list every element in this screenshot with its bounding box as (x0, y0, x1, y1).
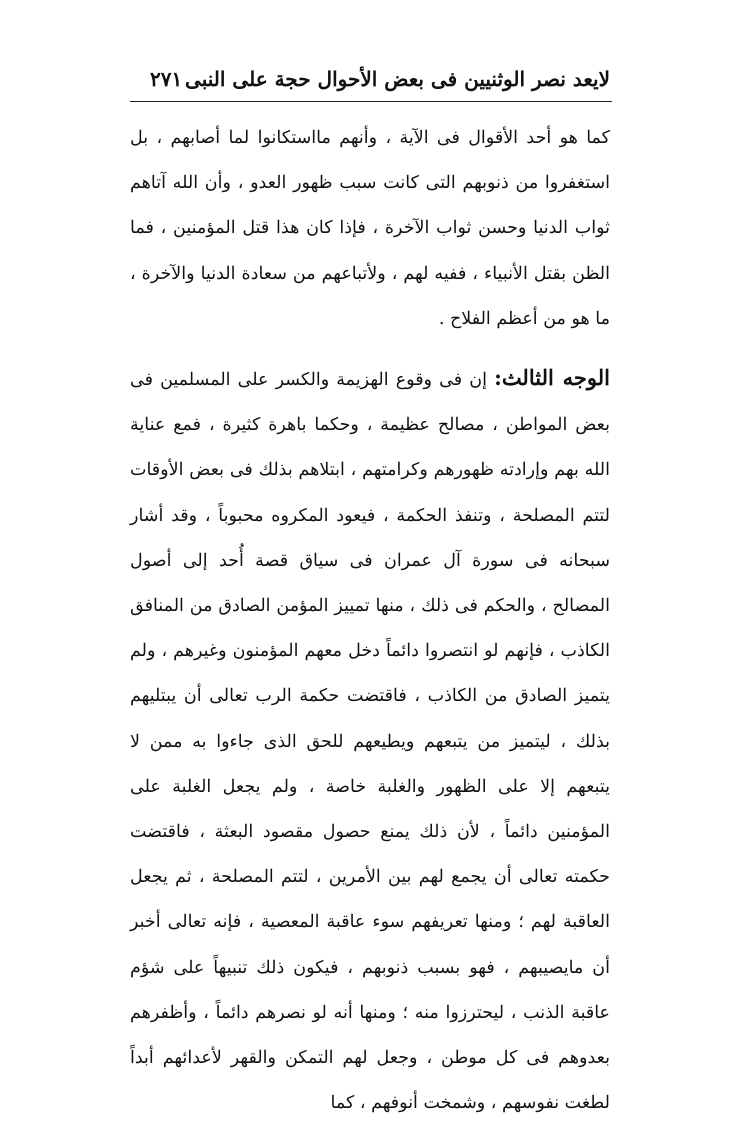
running-header (150, 62, 610, 96)
paragraph-1: كما هو أحد الأقوال فى الآية ، وأنهم مااستكانوا لما أصابهم ، بل استغفروا من ذنوبهم التى كانت سبب ظهور العدو ، وأن الله آتاهم ثواب الدنيا وحسن ثواب الآخرة ، فإذا كان هذا قتل المؤمنين ، فما الظن بقتل الأنبياء ، ففيه لهم ، ولأتباعهم من سعادة الدنيا والآخرة ، ما هو من أعظم الفلاح . (130, 128, 610, 329)
paragraph-2-text: إن فى وقوع الهزيمة والكسر على المسلمين فى بعض المواطن ، مصالح عظيمة ، وحكما باهرة كثيرة ، فمع عناية الله بهم وإرادته ظهورهم وكرامتهم ، ابتلاهم بذلك فى بعض الأوقات لتتم المصلحة ، وتنفذ الحكمة ، فيعود المكروه محبوباً ، وقد أشار سبحانه فى سورة آل عمران فى سياق قصة أُحد إلى أصول المصالح ، والحكم فى ذلك ، منها تمييز المؤمن الصادق من المنافق الكاذب ، فإنهم لو انتصروا دائماً دخل معهم المؤمنون وغيرهم ، ولم يتميز الصادق من الكاذب ، فاقتضت حكمة الرب تعالى أن يبتليهم بذلك ، ليتميز من يتبعهم ويطيعهم للحق الذى جاءوا به ممن لا يتبعهم إلا على الظهور والغلبة خاصة ، ولم يجعل الغلبة على المؤمنين دائماً ، لأن ذلك يمنع حصول مقصود البعثة ، فاقتضت حكمته تعالى أن يجمع لهم بين الأمرين ، لتتم المصلحة ، ثم يجعل العاقبة لهم ؛ ومنها تعريفهم سوء عاقبة المعصية ، فإنه تعالى أخبر أن مايصيبهم ، فهو بسبب ذنوبهم ، فيكون ذلك تنبيهاً على شؤم عاقبة الذنب ، ليحترزوا منه ؛ ومنها أنه لو نصرهم دائماً ، وأظفرهم بعدوهم فى كل موطن ، وجعل لهم التمكن والقهر لأعدائهم أبداً لطغت نفوسهم ، وشمخت أنوفهم ، كما (130, 370, 610, 1114)
header-rule (130, 101, 612, 102)
header-title: لايعد نصر الوثنيين فى بعض الأحوال حجة على النبى (185, 67, 610, 91)
section-heading: الوجه الثالث: (494, 365, 610, 391)
page-number: ٢٧١ (150, 67, 183, 91)
paragraph-2 (130, 355, 610, 1126)
paragraph-spacer (130, 342, 610, 355)
body-text (130, 116, 610, 1126)
